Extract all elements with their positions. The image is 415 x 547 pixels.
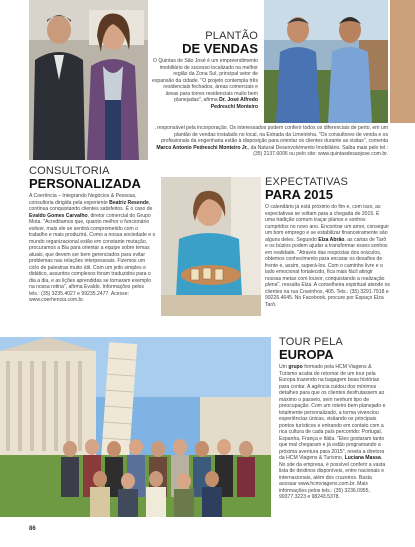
photo-edge-strip xyxy=(390,0,415,123)
plantao-kicker: PLANTÃO xyxy=(205,30,258,42)
tour-headline: EUROPA xyxy=(279,347,334,362)
plantao-body-top xyxy=(150,58,258,123)
expectativas-person1: Elza Abrão xyxy=(318,236,345,243)
tour-body-a: formado pela HCM Viagens & Turismo acaba de retornar de um tour pela Europa trazendo na bagagem boas histórias para contar. A agência cuidou dos mínimos detalhes para que os clientes desfrutassem ao máximo o passeio, sem nenhum tipo de preocupação. Com um roteiro bem planejado e totalmente personalizado, a turma vivenciou experiências únicas, visitando os principais pontos turísticos e entrando em contato com a rica cultura de cada país percorrido: Portugal, Espanha, França e Itália. "Eles gostaram tanto que mal chegaram e já estão programando a próxima aventura para 2015", revela a diretora da HCM Viagens & Turismo, xyxy=(279,364,386,461)
plantao-body-intro: O Quintas de São José é um empreendimento imobiliário de sucesso localizado na melhor região da Zona Sul, principal vetor de expansão da cidade. "O projeto contempla três residenciais fechados, áreas comerciais e áreas para torres residenciais muito bem planejadas", afirma xyxy=(151,58,258,103)
expectativas-headline: PARA 2015 xyxy=(265,187,333,202)
photo-woman-with-cards-art xyxy=(161,177,261,316)
photo-woman-with-cards xyxy=(161,177,261,316)
tour-body-end: . No site da empresa, é possível conferir a vasta lista de destinos disponíveis, entre nacionais e internacionais, além dos cruzeiros. Basta acessar www.hcmviagens.com.br. Mais informações pelos tels.: (35) 3236.0955, 99377.3223 e 98243.5378. xyxy=(279,455,386,500)
plantao-headline: DE VENDAS xyxy=(182,41,258,56)
consultoria-kicker: CONSULTORIA xyxy=(29,165,110,177)
consultoria-person2: Evaldo Gomes Carvalho xyxy=(29,212,88,219)
photo-two-men-outdoor-art xyxy=(264,0,388,123)
plantao-body-mid: , responsável pela incorporação. Os interessados podem conferir todos os diferenciais de perto, em um plantão de vendas instalado no local, na Estrada da Limeirinha. "Os consultores de venda e os profissionais da engenharia estão à disposição para orientar os clientes durante as visitas", comenta xyxy=(154,125,388,144)
plantao-person2: Marco Antonio Pedreschi Monteiro Jr. xyxy=(156,144,248,151)
photo-two-men-outdoor xyxy=(264,0,388,123)
plantao-body-bottom xyxy=(150,125,388,165)
page-number: 86 xyxy=(29,526,36,532)
consultoria-headline: PERSONALIZADA xyxy=(29,176,141,191)
consultoria-body-a: , continua conquistando clientes satisfeitos. É o caso de xyxy=(29,199,153,212)
consultoria-body-b: , diretor comercial do Grupo Mota. "Acreditamos que, quanto melhor o funcionário estiver, mais ele se sentirá comprometido com o trabalho e mais produzirá. Como a nossa sociedade e o mundo organizacional estão em constante mutação, procuramos a Bia para orientar a equipe sobre temas atuais, que devem ser bem gerenciados para evitar problemas nas relações interpessoais. Fizemos um ciclo de palestras muito útil. Com um jeito simples e didático, assuntos complexos foram traduzidos para o dia a dia, e as lições aprendidas se tornaram exemplo na nossa rotina", afirma Evaldo. Informações pelos tels.: (35) 3235.4027 e 99235.2477. Acesse: www.coerhencia.com.br. xyxy=(29,212,156,303)
consultoria-body xyxy=(29,193,156,321)
plantao-body-end: , da Natural Desenvolvimento Imobiliário. Saiba mais pelo tel.: (35) 2137.6006 ou pelo site: www.quintasdesaojose.com.br. xyxy=(247,144,388,157)
tour-kicker: TOUR PELA xyxy=(279,336,343,348)
expectativas-kicker: EXPECTATIVAS xyxy=(265,176,349,188)
photo-two-executives xyxy=(29,0,148,160)
expectativas-body xyxy=(265,204,390,320)
expectativas-body-intro: O calendário já está próximo do fim e, com isso, as expectativas se voltam para a chegada de 2015. É uma tradição comum traçar planos e sonhos cumpridos no novo ano. Encontrar um amor, conseguir um bom emprego e se estabilizar financeiramente são alguns deles. Segundo xyxy=(265,204,390,243)
tour-body-intro: Um xyxy=(279,364,289,370)
consultoria-person1: Beatriz Resende xyxy=(109,199,149,206)
photo-group-pisa-art xyxy=(0,337,271,517)
tour-bold1: grupo xyxy=(288,364,303,370)
plantao-person1: Dr. José Alfredo Pedreschi Monteiro xyxy=(210,97,258,110)
tour-person1: Luciana Massa xyxy=(344,455,381,461)
photo-two-executives-art xyxy=(29,0,148,160)
tour-body xyxy=(279,364,389,518)
consultoria-body-intro: A Coerência – Integrando Negócios & Pessoas, consultoria dirigida pela experiente xyxy=(29,193,137,206)
expectativas-body-end: , as cartas de Tarô e os búzios podem ajudar a transformar esses sonhos em realidade. "Através das respostas dos oráculos, obtemos conhecimento para encarar os desafios de frente e, assim, superá-los. Com o caminho livre e o lado emocional fortalecido, fica mais fácil atingir nossas metas com louvor, conquistando a realização plena", ressalta Elza. A conselheira espiritual atende os clientes na rua Cravinhos, 405. Tels.: (35) 3291.7918 e 99226.4645. No Facebook, procure por Espaço Elza Tarô. xyxy=(265,236,390,308)
photo-group-pisa xyxy=(0,337,271,517)
